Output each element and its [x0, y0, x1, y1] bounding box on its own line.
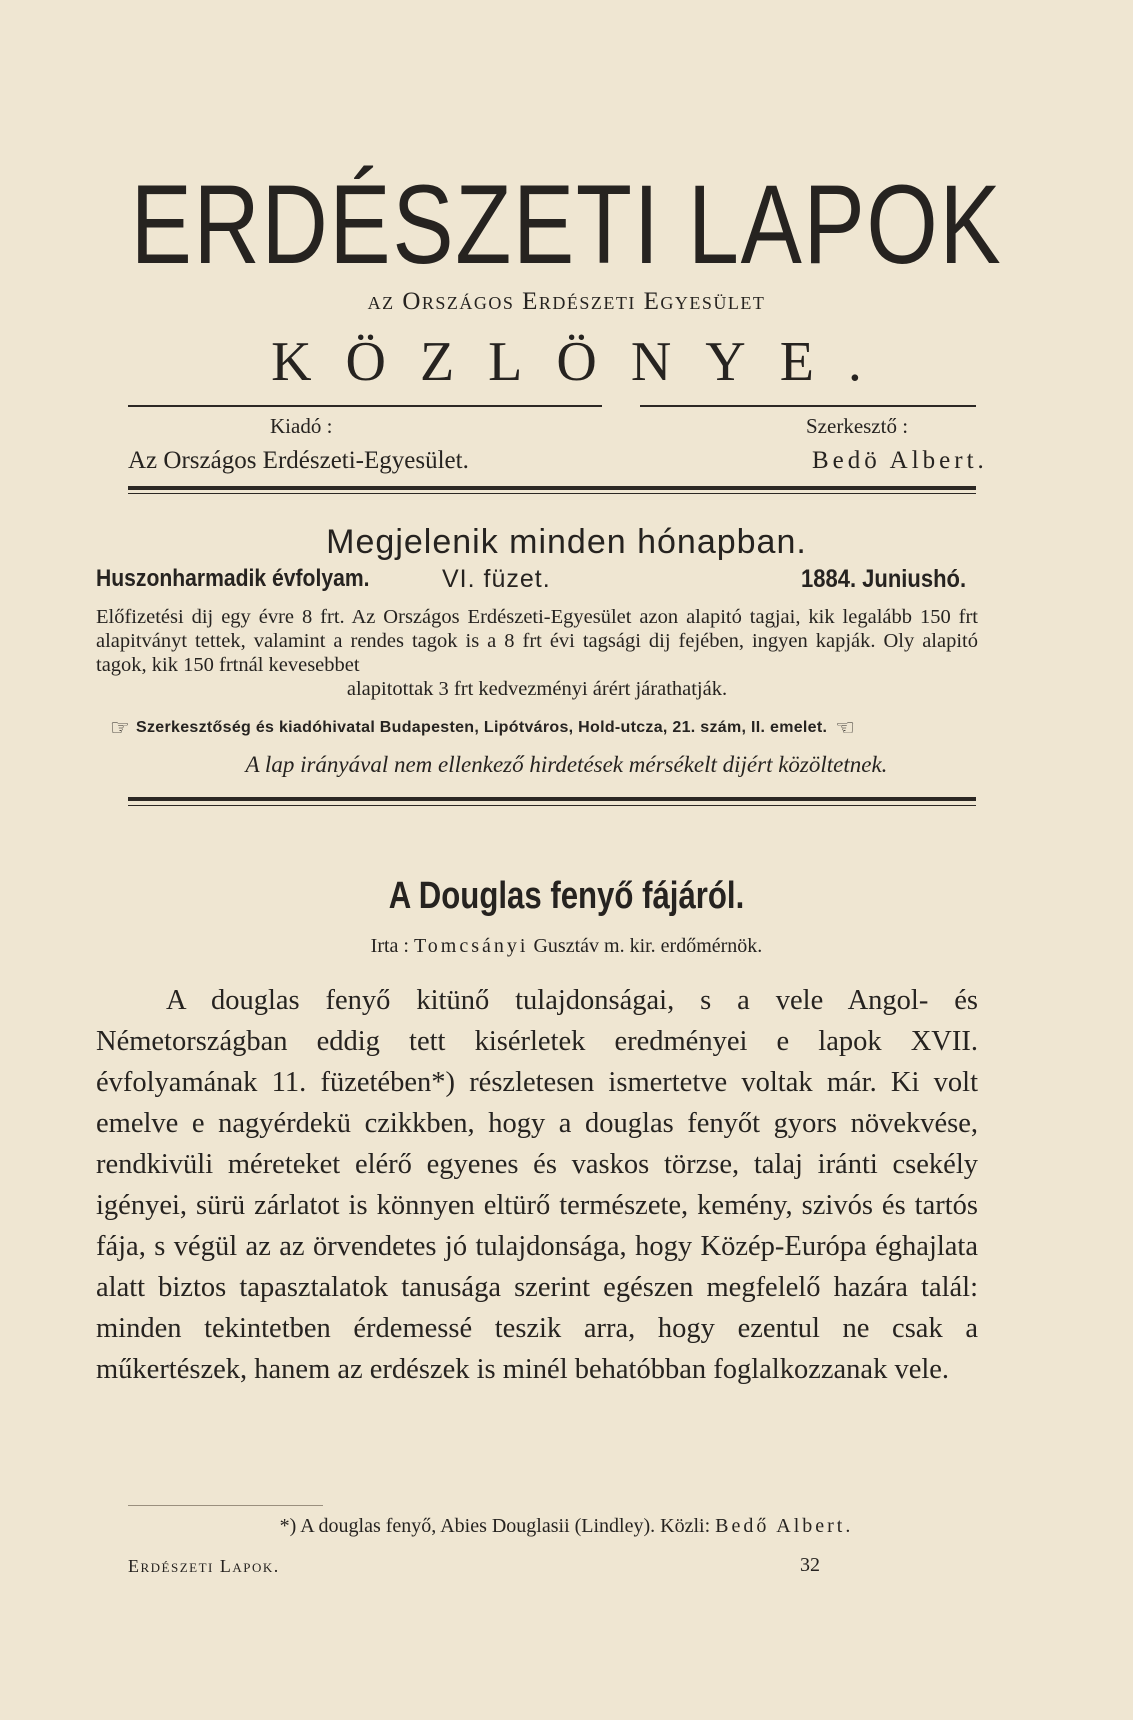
subscription-info	[96, 605, 978, 701]
article-body: A douglas fenyő kitünő tulajdonságai, s a vele Angol- és Németországban eddig tett kisérletek eredményei e lapok XVII. évfolyamának 11. füzetében*) részletesen ismertetve voltak már. Ki volt emelve e nagyérdekü czikkben, hogy a douglas fenyőt gyors növekvése, rendkivüli méreteket elérő egyenes és vaskos törzse, talaj iránti csekély igényei, sürü zárlatot is könnyen eltürő természete, kemény, szivós és tartós fája, s végül az az örvendetes jó tulajdonsága, hogy Közép-Európa éghajlata alatt biztos tapasztalatok tanusága szerint egészen megfelelő hazára talál: minden tekintetben érdemessé teszik arra, hogy ezentul ne csak a műkertészek, hanem az erdészek is minél behatóbban foglalkozzanak vele.	[96, 985, 978, 1385]
footnote-rule	[128, 1505, 323, 1506]
byline-author: Tomcsányi	[413, 935, 529, 957]
rule-thick-1	[128, 486, 976, 490]
subscription-last-line: alapitottak 3 frt kedvezményi árért járathatják.	[346, 678, 728, 700]
kozlony-heading: KÖZLÖNYE.	[271, 331, 896, 393]
byline-rest: Gusztáv m. kir. erdőmérnök.	[533, 935, 763, 957]
footnote-text: *) A douglas fenyő, Abies Douglasii (Lindley). Közli:	[279, 1515, 711, 1537]
organization-line: az Országos Erdészeti Egyesület	[367, 288, 766, 315]
pointing-hand-left-icon: ☜	[835, 715, 856, 740]
rule-thin-2	[128, 805, 976, 806]
masthead-title: ERDÉSZETI LAPOK	[130, 162, 1003, 287]
issue-number: VI. füzet.	[442, 565, 551, 593]
footer-page-number: 32	[800, 1554, 820, 1576]
issue-volume: Huszonharmadik évfolyam.	[96, 565, 370, 592]
rule-thin-1	[128, 493, 976, 494]
issue-date: 1884. Juniushó.	[801, 565, 967, 593]
subscription-text: Előfizetési dij egy évre 8 frt. Az Országos Erdészeti-Egyesület azon alapitó tagjai, kik legalább 150 frt alapitványt tettek, valamint a rendes tagok is a 8 frt évi tagsági dij fejében, ingyen kapják. Oly alapitó tagok, kik 150 frtnál kevesebbet	[96, 606, 978, 676]
publisher-label: Kiadó :	[270, 414, 333, 438]
byline-prefix: Irta :	[370, 935, 409, 957]
editor-label: Szerkesztő :	[806, 414, 909, 438]
contact-line	[110, 715, 855, 741]
advertising-note: A lap irányával nem ellenkező hirdetések mérsékelt dijért közöltetnek.	[245, 752, 888, 777]
footer-journal-name: Erdészeti Lapok.	[128, 1556, 280, 1576]
footnote	[0, 1515, 1133, 1538]
pointing-hand-icon: ☞	[110, 715, 131, 740]
rule-right-top	[640, 405, 976, 407]
article-title: A Douglas fenyő fájáról.	[388, 875, 745, 917]
publisher-name: Az Országos Erdészeti-Egyesület.	[128, 447, 469, 474]
rule-thick-2	[128, 797, 976, 801]
contact-text: Szerkesztőség és kiadóhivatal Budapesten, Lipótváros, Hold-utcza, 21. szám, II. emelet.	[136, 719, 828, 737]
rule-left-top	[128, 405, 602, 407]
article-byline	[0, 935, 1133, 958]
editor-name: Bedö Albert.	[812, 447, 988, 474]
frequency-line: Megjelenik minden hónapban.	[326, 523, 807, 561]
footnote-name: Bedő Albert.	[715, 1515, 854, 1537]
